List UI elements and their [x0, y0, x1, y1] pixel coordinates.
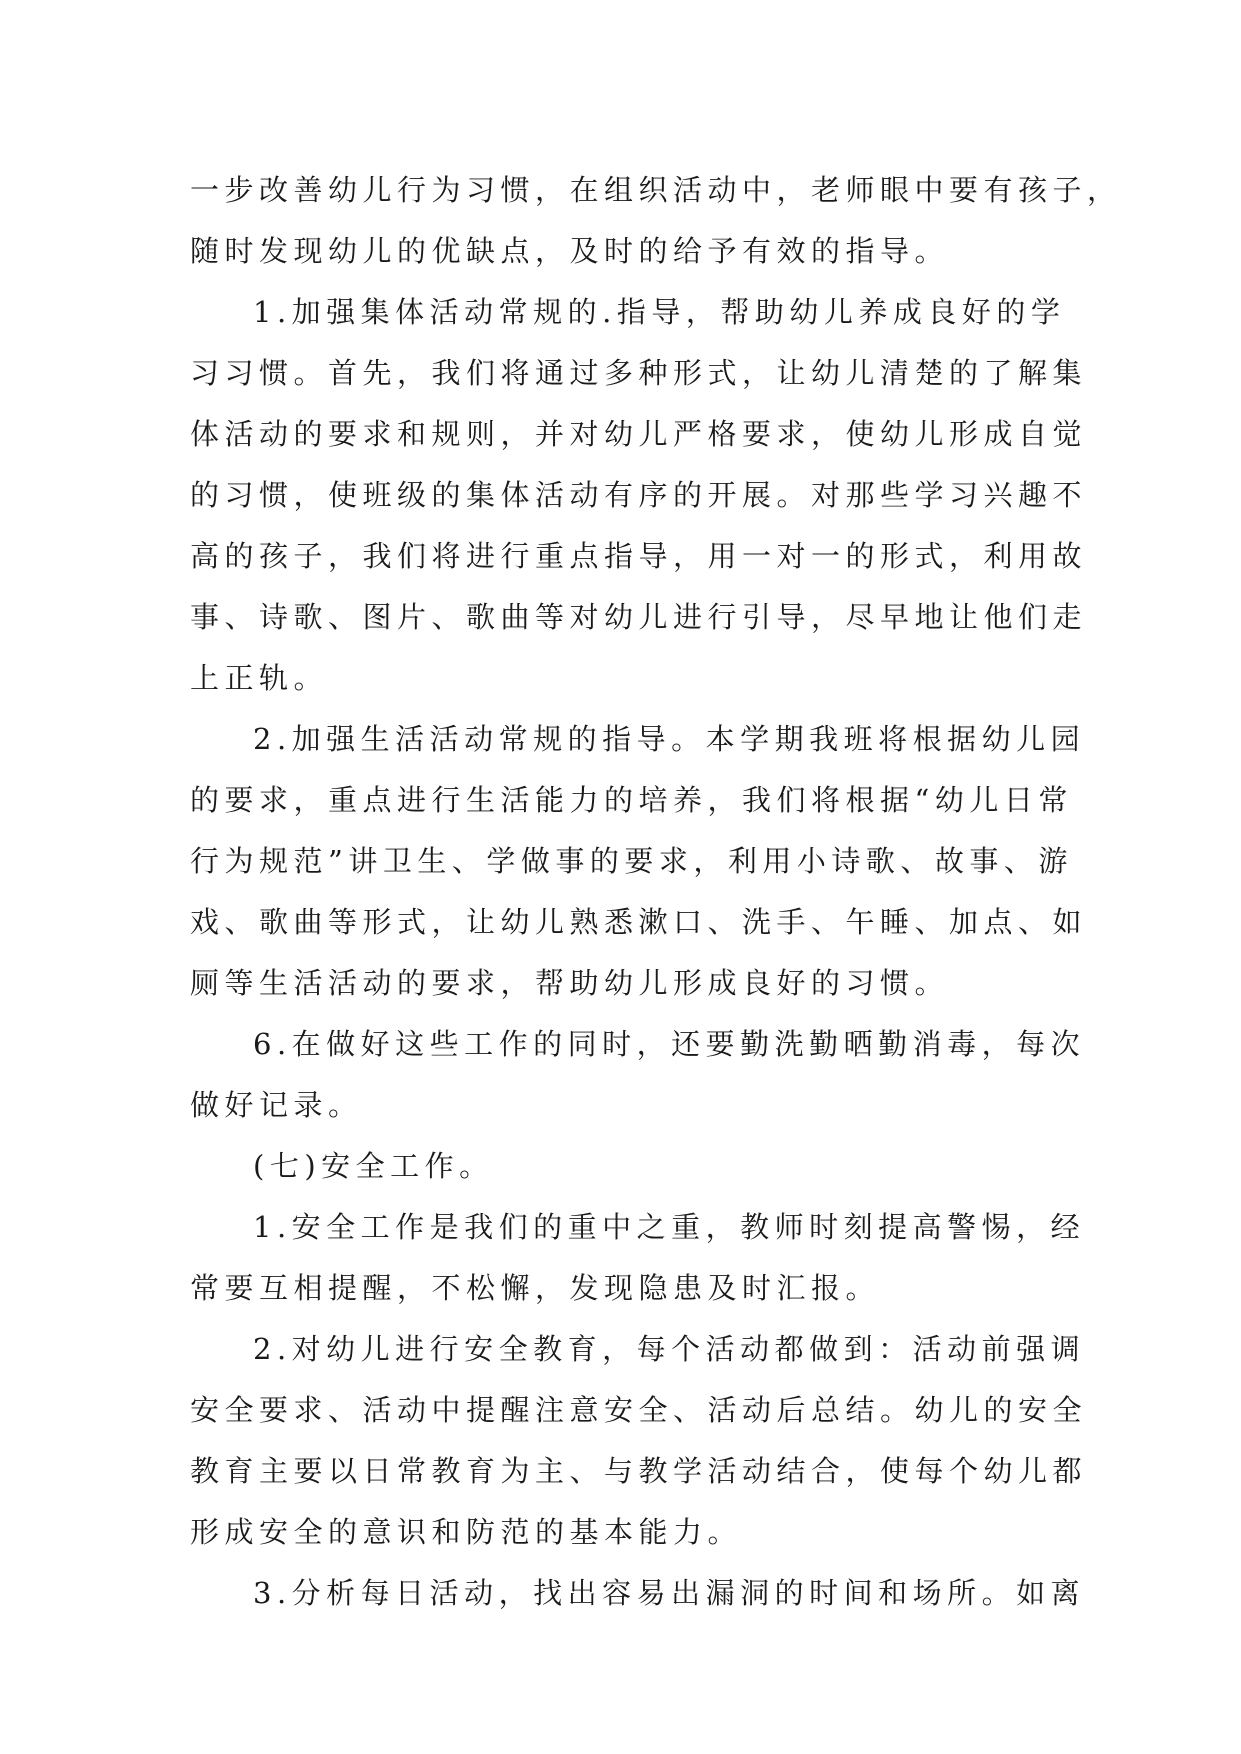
text-line: 3.分析每日活动，找出容易出漏洞的时间和场所。如离 — [253, 1576, 1086, 1610]
text-line: 6.在做好这些工作的同时，还要勤洗勤晒勤消毒，每次 — [253, 1027, 1086, 1061]
text-line: 一步改善幼儿行为习惯，在组织活动中，老师眼中要有孩子， — [190, 173, 1122, 207]
text-line: 2.对幼儿进行安全教育，每个活动都做到：活动前强调 — [253, 1332, 1086, 1366]
text-line: 形成安全的意识和防范的基本能力。 — [190, 1515, 743, 1549]
text-line: 高的孩子，我们将进行重点指导，用一对一的形式，利用故 — [190, 539, 1088, 573]
text-line: 安全要求、活动中提醒注意安全、活动后总结。幼儿的安全 — [190, 1393, 1088, 1427]
text-line: 做好记录。 — [190, 1088, 363, 1122]
text-line: 1.安全工作是我们的重中之重，教师时刻提高警惕，经 — [253, 1210, 1086, 1244]
text-line: 习习惯。首先，我们将通过多种形式，让幼儿清楚的了解集 — [190, 356, 1088, 390]
text-line: 行为规范”讲卫生、学做事的要求，利用小诗歌、故事、游 — [190, 844, 1073, 878]
body-text — [190, 160, 1122, 1624]
text-line: 的习惯，使班级的集体活动有序的开展。对那些学习兴趣不 — [190, 478, 1088, 512]
text-line: 戏、歌曲等形式，让幼儿熟悉漱口、洗手、午睡、加点、如 — [190, 905, 1088, 939]
text-line: 的要求，重点进行生活能力的培养，我们将根据“幼儿日常 — [190, 783, 1073, 817]
text-line: 随时发现幼儿的优缺点，及时的给予有效的指导。 — [190, 234, 950, 268]
text-line: 厕等生活活动的要求，帮助幼儿形成良好的习惯。 — [190, 966, 950, 1000]
text-line: 常要互相提醒，不松懈，发现隐患及时汇报。 — [190, 1271, 881, 1305]
text-line: 教育主要以日常教育为主、与教学活动结合，使每个幼儿都 — [190, 1454, 1088, 1488]
text-line: 1.加强集体活动常规的.指导，帮助幼儿养成良好的学 — [253, 295, 1066, 329]
text-line: 体活动的要求和规则，并对幼儿严格要求，使幼儿形成自觉 — [190, 417, 1088, 451]
text-line: 事、诗歌、图片、歌曲等对幼儿进行引导，尽早地让他们走 — [190, 600, 1088, 634]
text-line: 上正轨。 — [190, 661, 329, 695]
text-line: 2.加强生活活动常规的指导。本学期我班将根据幼儿园 — [253, 722, 1086, 756]
section-heading: (七)安全工作。 — [253, 1149, 494, 1183]
